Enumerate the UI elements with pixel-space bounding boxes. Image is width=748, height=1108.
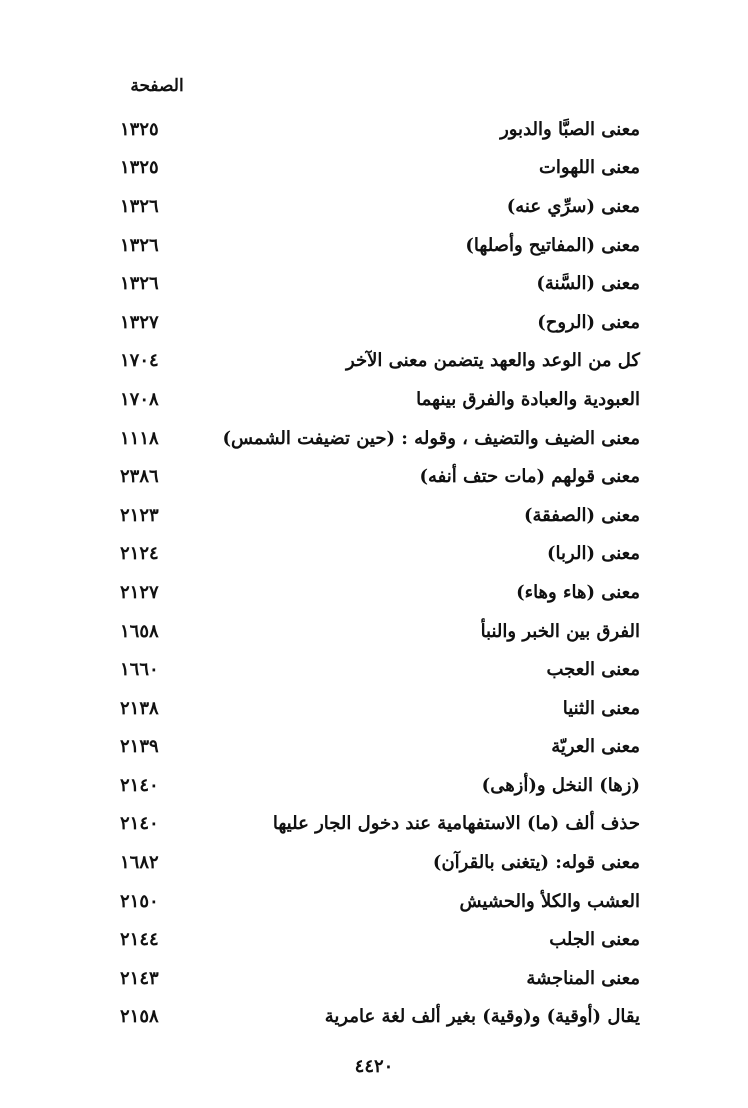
entry-title: حذف ألف (ما) الاستفهامية عند دخول الجار عليها [272, 813, 640, 835]
entry-title: العشب والكلأ والحشيش [459, 890, 640, 912]
index-entry [120, 149, 640, 188]
entry-page-number: ٢١٢٤ [120, 543, 159, 565]
entry-page-number: ٢١٣٨ [120, 697, 159, 719]
index-entry [120, 496, 640, 535]
entry-title: معنى (سرِّي عنه) [506, 195, 640, 217]
entry-title: كل من الوعد والعهد يتضمن معنى الآخر [346, 350, 640, 372]
entry-page-number: ٢١٤٠ [120, 774, 159, 796]
page-column-header: الصفحة [130, 76, 184, 96]
entry-title: العبودية والعبادة والفرق بينهما [416, 388, 640, 410]
entry-title: معنى قوله: (يتغنى بالقرآن) [432, 852, 640, 874]
entry-page-number: ١٣٢٥ [120, 118, 159, 140]
entry-page-number: ٢١٥٠ [120, 890, 159, 912]
entry-page-number: ١١١٨ [120, 427, 159, 449]
index-entry [120, 998, 640, 1037]
index-entry [120, 689, 640, 728]
entry-page-number: ٢١٤٣ [120, 967, 159, 989]
index-entry [120, 843, 640, 882]
entry-title: معنى (الروح) [537, 311, 640, 333]
entry-page-number: ١٣٢٦ [120, 273, 159, 295]
entry-page-number: ١٧٠٤ [120, 350, 159, 372]
entry-page-number: ١٣٢٥ [120, 157, 159, 179]
index-entry [120, 187, 640, 226]
entry-title: معنى المناجشة [526, 967, 640, 989]
page-number: ٤٤٢٠ [354, 1056, 394, 1077]
entry-title: معنى الجلب [549, 929, 640, 951]
entry-page-number: ٢١٣٩ [120, 736, 159, 758]
entry-page-number: ٢٣٨٦ [120, 466, 159, 488]
entry-page-number: ١٦٥٨ [120, 620, 159, 642]
entry-page-number: ٢١٤٤ [120, 929, 159, 951]
index-entry [120, 457, 640, 496]
index-entry [120, 805, 640, 844]
entry-title: معنى (السَّنة) [536, 273, 640, 295]
entry-page-number: ١٣٢٦ [120, 234, 159, 256]
entry-page-number: ١٣٢٧ [120, 311, 159, 333]
entry-page-number: ٢١٢٣ [120, 504, 159, 526]
entry-title: معنى قولهم (مات حتف أنفه) [419, 466, 640, 488]
entry-title: معنى (الصفقة) [523, 504, 640, 526]
index-entry [120, 573, 640, 612]
entry-page-number: ٢١٢٧ [120, 581, 159, 603]
entry-title: معنى (هاء وهاء) [516, 581, 640, 603]
entry-title: معنى اللهوات [538, 157, 640, 179]
entry-title: معنى الضيف والتضيف ، وقوله : (حين تضيفت الشمس) [222, 427, 640, 449]
entry-title: (زها) النخل و(أزهى) [481, 774, 640, 796]
index-entry [120, 226, 640, 265]
index-entry [120, 766, 640, 805]
index-entry [120, 959, 640, 998]
entry-title: الفرق بين الخبر والنبأ [480, 620, 640, 642]
index-entry [120, 419, 640, 458]
entry-title: معنى العريّة [551, 736, 640, 758]
entry-page-number: ١٦٨٢ [120, 852, 159, 874]
entry-page-number: ١٣٢٦ [120, 195, 159, 217]
entry-page-number: ١٧٠٨ [120, 388, 159, 410]
entry-page-number: ٢١٤٠ [120, 813, 159, 835]
entry-page-number: ٢١٥٨ [120, 1006, 159, 1028]
index-entry [120, 535, 640, 574]
entry-title: معنى الثنيا [562, 697, 640, 719]
entry-title: معنى (الربا) [547, 543, 640, 565]
index-entry [120, 264, 640, 303]
index-entry [120, 342, 640, 381]
entry-title: يقال (أوقية) و(وقية) بغير ألف لغة عامرية [324, 1006, 640, 1028]
index-entry [120, 882, 640, 921]
index-entries-list [120, 110, 640, 1036]
entry-page-number: ١٦٦٠ [120, 659, 159, 681]
index-entry [120, 728, 640, 767]
entry-title: معنى الصبَّا والدبور [500, 118, 640, 140]
entry-title: معنى (المفاتيح وأصلها) [465, 234, 640, 256]
index-entry [120, 650, 640, 689]
index-entry [120, 612, 640, 651]
index-entry [120, 920, 640, 959]
entry-title: معنى العجب [546, 659, 640, 681]
index-entry [120, 303, 640, 342]
index-entry [120, 110, 640, 149]
index-entry [120, 380, 640, 419]
